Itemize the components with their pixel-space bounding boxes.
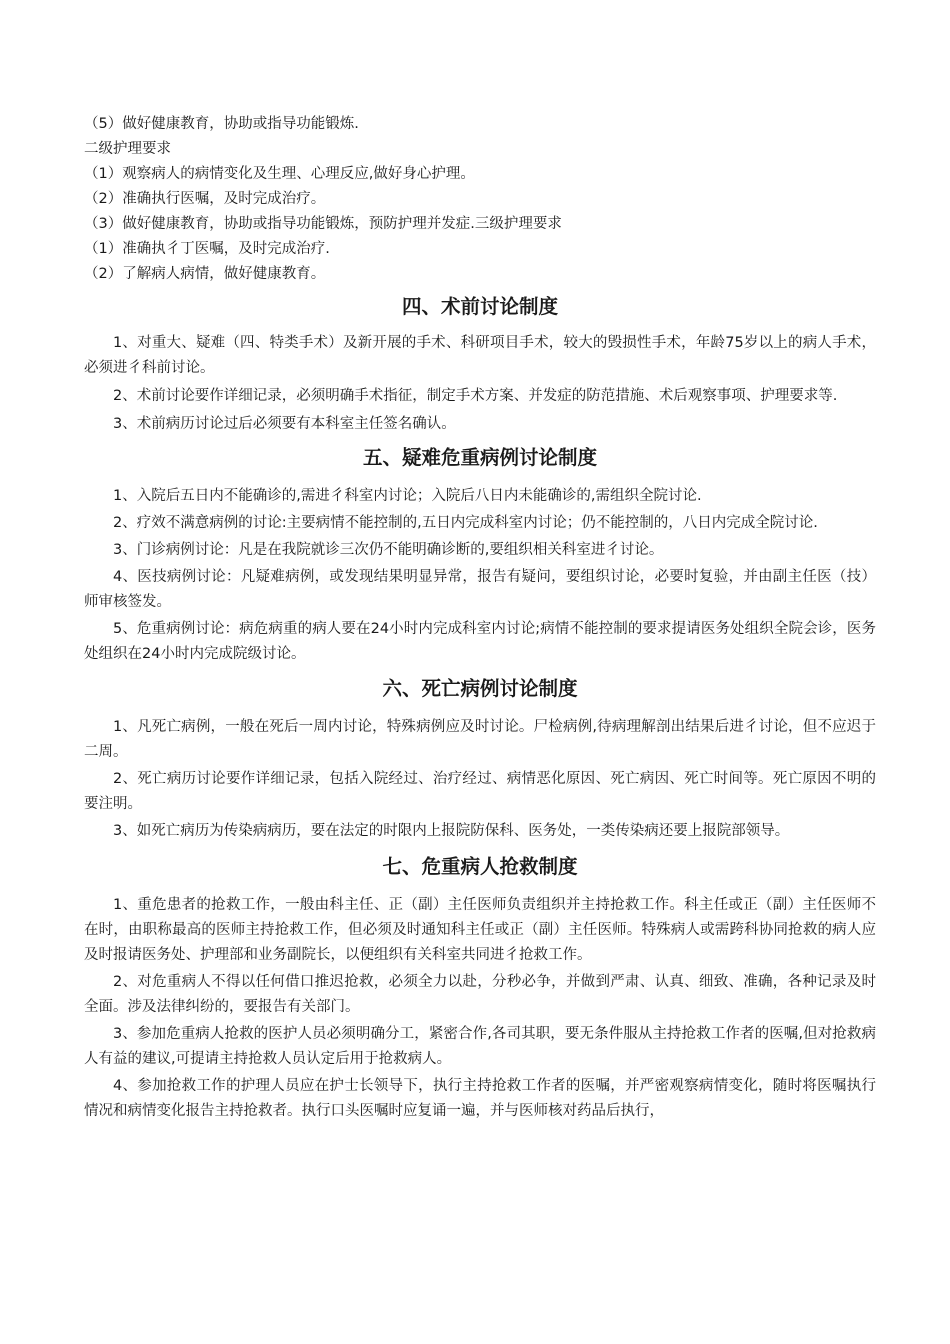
nursing-line: （2）准确执行医嘱，及时完成治疗。 xyxy=(84,191,326,207)
nursing-requirements xyxy=(84,112,876,287)
nursing-line: （2）了解病人病情，做好健康教育。 xyxy=(84,266,326,282)
paragraph: 1、入院后五日内不能确诊的,需进彳科室内讨论；入院后八日内未能确诊的,需组织全院讨论. xyxy=(113,488,702,504)
paragraph: 2、疗效不满意病例的讨论:主要病情不能控制的,五日内完成科室内讨论；仍不能控制的，八日内完成全院讨论. xyxy=(113,515,818,531)
nursing-line: （5）做好健康教育，协助或指导功能锻炼. xyxy=(84,116,359,132)
nursing-heading: 二级护理要求 xyxy=(84,141,171,157)
paragraph: 3、术前病历讨论过后必须要有本科室主任签名确认。 xyxy=(113,416,456,432)
paragraph: 5、危重病例讨论：病危病重的病人要在24小时内完成科室内讨论;病情不能控制的要求提请医务处组织全院会诊，医务处组织在24小时内完成院级讨论。 xyxy=(84,621,876,662)
paragraph: 1、对重大、疑难（四、特类手术）及新开展的手术、科研项目手术，较大的毁损性手术，年龄75岁以上的病人手术，必须进彳科前讨论。 xyxy=(84,335,876,376)
paragraph: 2、对危重病人不得以任何借口推迟抢救，必须全力以赴，分秒必争，并做到严肃、认真、细致、准确，各种记录及时全面。涉及法律纠纷的，要报告有关部门。 xyxy=(84,974,876,1015)
section-title-4: 四、术前讨论制度 xyxy=(401,295,558,318)
paragraph: 1、凡死亡病例，一般在死后一周内讨论，特殊病例应及时讨论。尸检病例,待病理解剖出结果后进彳讨论，但不应迟于二周。 xyxy=(84,719,876,760)
paragraph: 4、医技病例讨论：凡疑难病例，或发现结果明显异常，报告有疑问，要组织讨论，必要时复验，并由副主任医（技）师审核签发。 xyxy=(84,569,876,610)
section-title-7: 七、危重病人抢救制度 xyxy=(382,855,578,878)
document-page xyxy=(84,112,876,1124)
paragraph: 2、术前讨论要作详细记录，必须明确手术指征，制定手术方案、并发症的防范措施、术后观察事项、护理要求等. xyxy=(113,388,838,404)
section-title-5: 五、疑难危重病例讨论制度 xyxy=(362,446,597,469)
paragraph: 1、重危患者的抢救工作，一般由科主任、正（副）主任医师负责组织并主持抢救工作。科主任或正（副）主任医师不在时，由职称最高的医师主持抢救工作，但必须及时通知科主任或正（副）主任医师。特殊病人或需跨科协同抢救的病人应及时报请医务处、护理部和业务副院长，以便组织有关科室共同进彳抢救工作。 xyxy=(84,897,876,963)
section-title-6: 六、死亡病例讨论制度 xyxy=(382,677,578,700)
paragraph: 3、门诊病例讨论：凡是在我院就诊三次仍不能明确诊断的,要组织相关科室进彳讨论。 xyxy=(113,542,664,558)
paragraph: 4、参加抢救工作的护理人员应在护士长领导下，执行主持抢救工作者的医嘱，并严密观察病情变化，随时将医嘱执行情况和病情变化报告主持抢救者。执行口头医嘱时应复诵一遍，并与医师核对药品后执行， xyxy=(84,1078,876,1119)
paragraph: 2、死亡病历讨论要作详细记录，包括入院经过、治疗经过、病情恶化原因、死亡病因、死亡时间等。死亡原因不明的要注明。 xyxy=(84,771,876,812)
paragraph: 3、参加危重病人抢救的医护人员必须明确分工，紧密合作,各司其职，要无条件服从主持抢救工作者的医嘱,但对抢救病人有益的建议,可提请主持抢救人员认定后用于抢救病人。 xyxy=(84,1026,876,1067)
nursing-line: （1）准确执彳丁医嘱，及时完成治疗. xyxy=(84,241,330,257)
paragraph: 3、如死亡病历为传染病病历，要在法定的时限内上报院防保科、医务处，一类传染病还要上报院部领导。 xyxy=(113,823,790,839)
nursing-line: （1）观察病人的病情变化及生理、心理反应,做好身心护理。 xyxy=(84,166,475,182)
nursing-line: （3）做好健康教育，协助或指导功能锻炼，预防护理并发症.三级护理要求 xyxy=(84,216,562,232)
